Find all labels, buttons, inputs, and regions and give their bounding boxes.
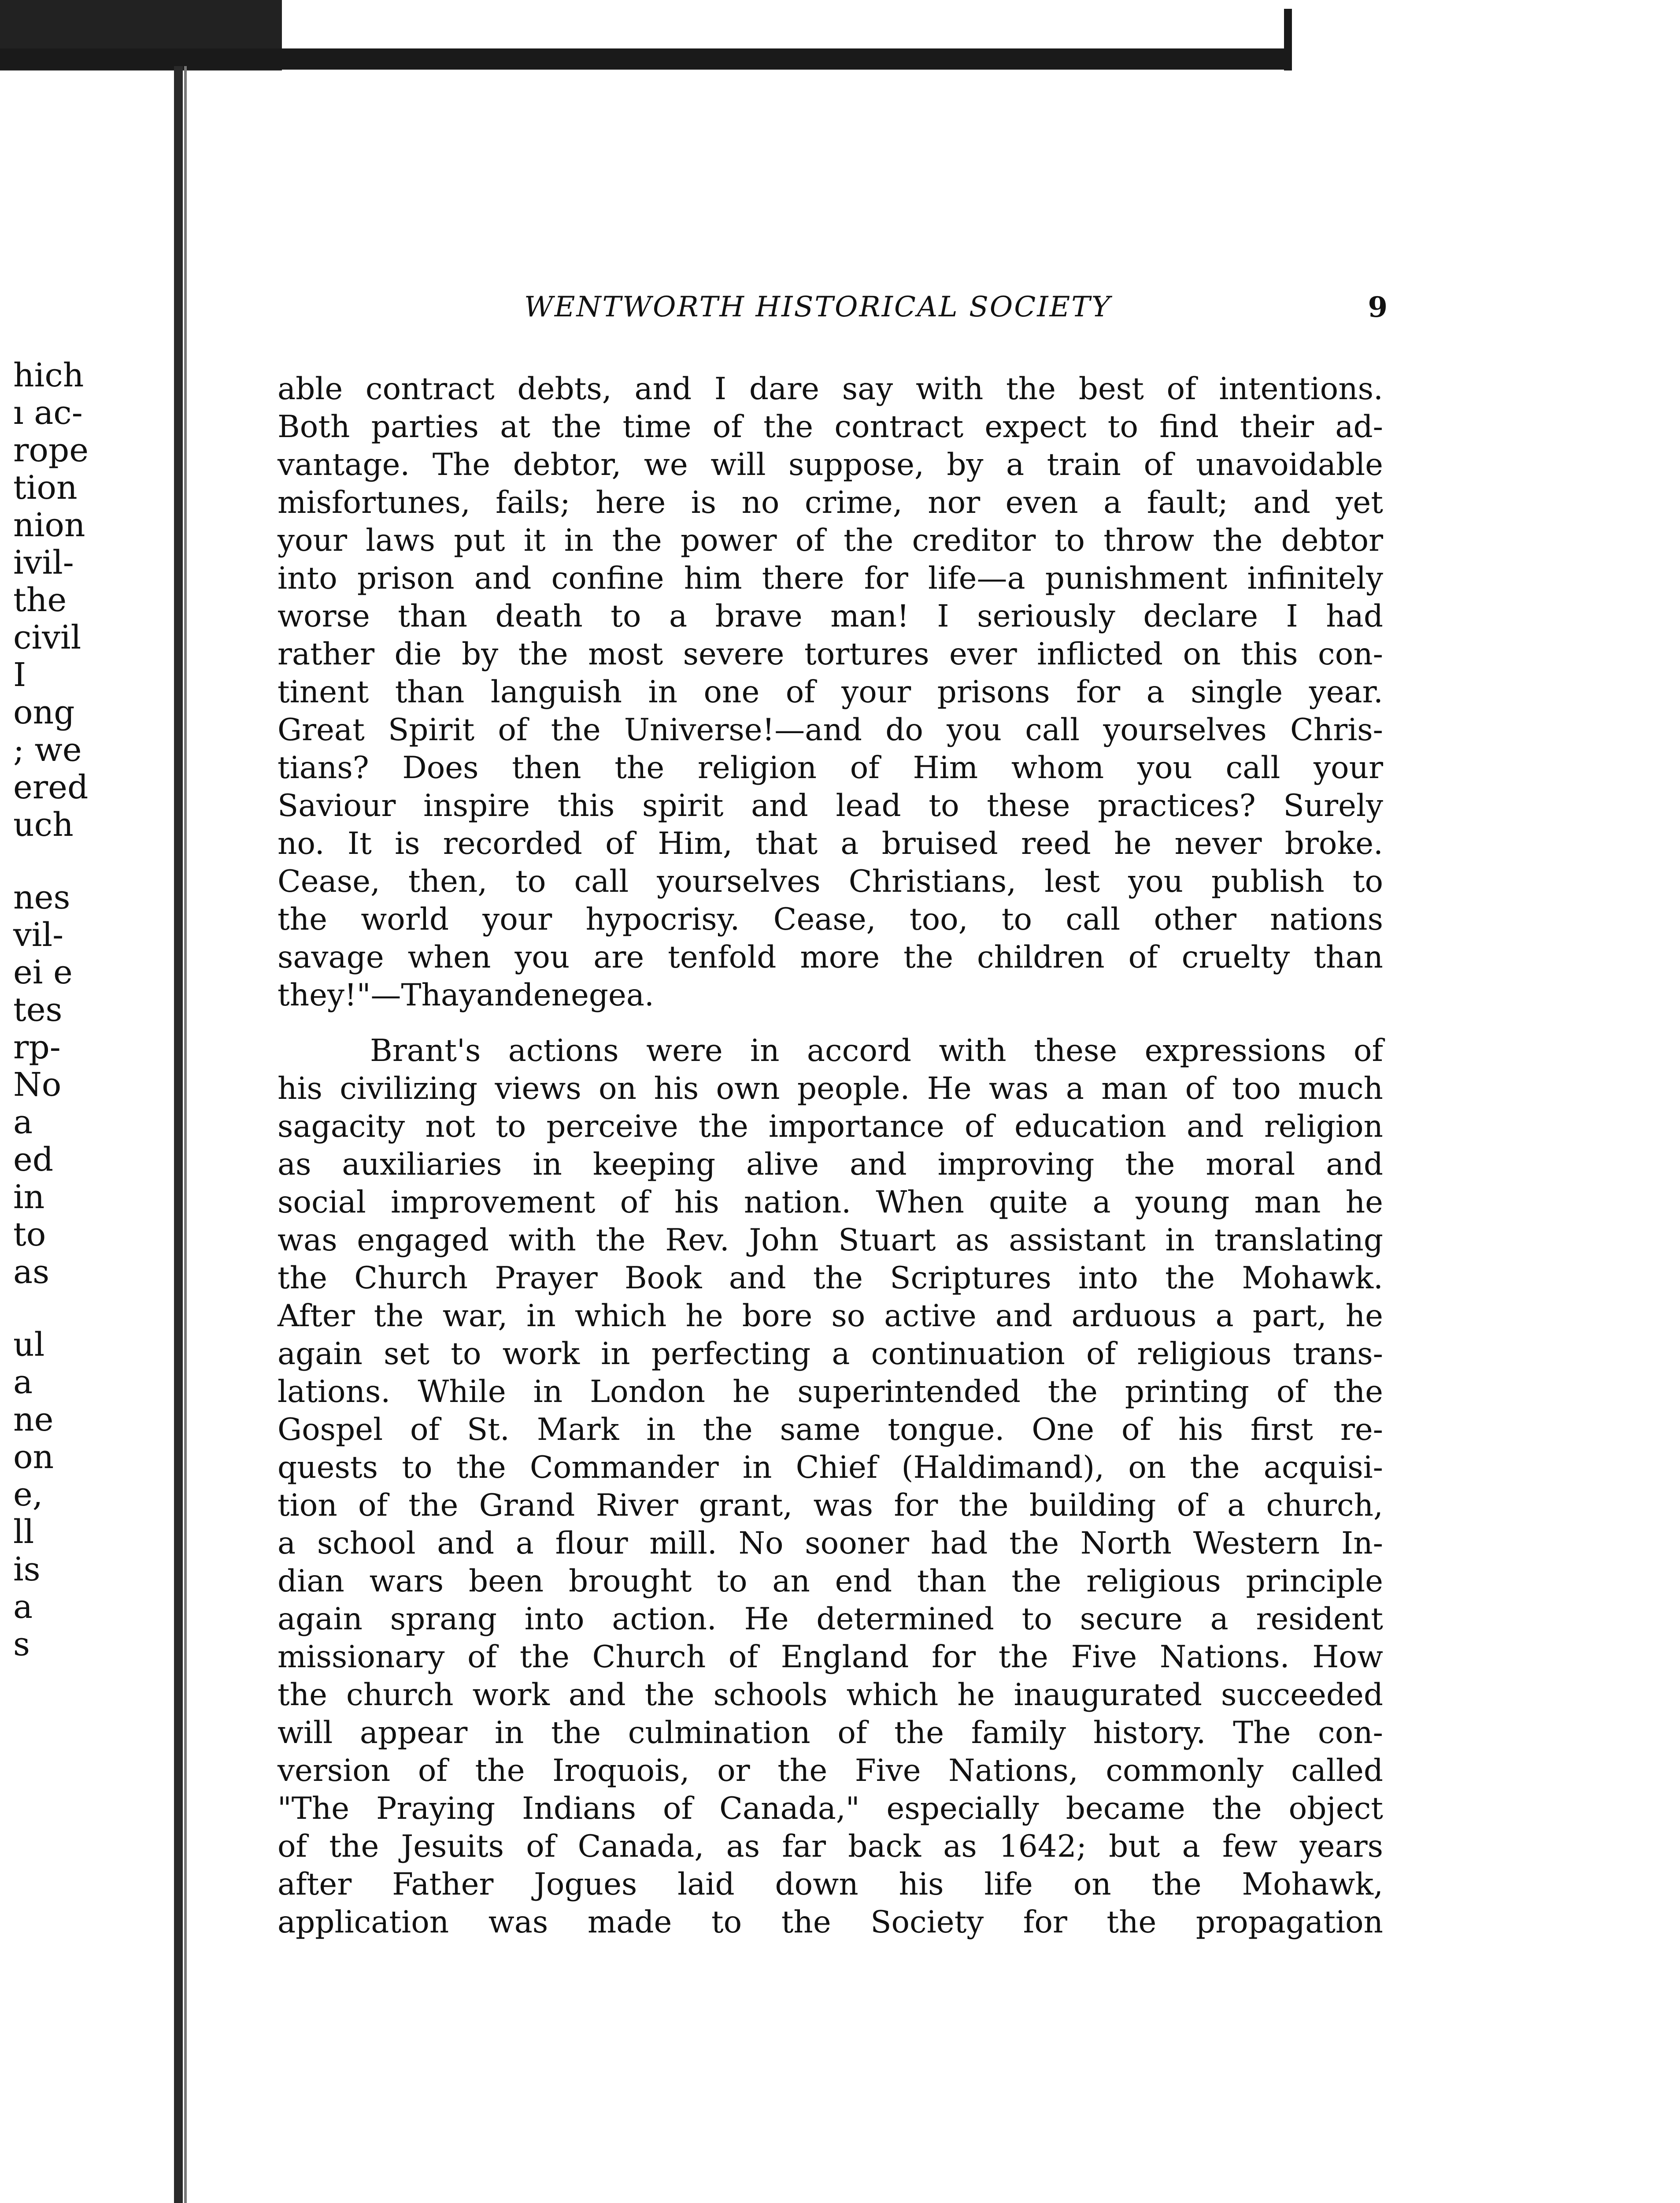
text-line: worse than death to a brave man! I seriously declare I had (278, 599, 1383, 634)
text-line: the world your hypocrisy. Cease, too, to call other nations (278, 902, 1383, 937)
text-line: social improvement of his nation. When quite a young man he (278, 1185, 1383, 1220)
text-line: no. It is recorded of Him, that a bruised reed he never broke. (278, 826, 1383, 861)
margin-fragment: ong (13, 694, 75, 731)
margin-fragment: ll (13, 1513, 34, 1551)
text-line: Saviour inspire this spirit and lead to these practices? Surely (278, 788, 1383, 823)
text-line: the church work and the schools which he inaugurated succeeded (278, 1677, 1383, 1713)
text-line: a school and a flour mill. No sooner had the North Western In- (278, 1526, 1383, 1561)
text-line: vantage. The debtor, we will suppose, by a train of unavoidable (278, 447, 1383, 482)
top-border-corner (1284, 9, 1292, 70)
margin-fragment: on (13, 1438, 54, 1476)
text-line: Brant's actions were in accord with these expressions of (370, 1033, 1383, 1068)
paragraph (278, 1032, 1383, 1941)
text-line: able contract debts, and I dare say with the best of intentions. (278, 371, 1383, 407)
margin-fragment: in (13, 1178, 45, 1216)
text-line: into prison and confine him there for life—a punishment infinitely (278, 561, 1383, 596)
text-line: rather die by the most severe tortures ever inflicted on this con- (278, 637, 1383, 672)
text-line: Great Spirit of the Universe!—and do you call yourselves Chris- (278, 712, 1383, 748)
margin-fragment: No (13, 1066, 62, 1104)
margin-fragment: the (13, 581, 67, 619)
margin-fragment: ; we (13, 731, 82, 769)
adjacent-page-fragments (13, 357, 145, 1663)
margin-fragment: I (13, 656, 26, 694)
text-line: again set to work in perfecting a continuation of religious trans- (278, 1336, 1383, 1372)
margin-fragment: a (13, 1363, 33, 1401)
text-line: will appear in the culmination of the family history. The con- (278, 1715, 1383, 1751)
margin-fragment: ı ac- (13, 394, 83, 432)
text-line: the Church Prayer Book and the Scriptures into the Mohawk. (278, 1261, 1383, 1296)
binding-gutter (174, 66, 183, 2203)
text-line: tinent than languish in one of your prisons for a single year. (278, 675, 1383, 710)
body-text (278, 370, 1383, 1941)
text-line: Both parties at the time of the contract expect to find their ad- (278, 409, 1383, 445)
margin-fragment: tes (13, 991, 63, 1029)
margin-fragment: ivil- (13, 544, 74, 582)
text-line: was engaged with the Rev. John Stuart as assistant in translating (278, 1223, 1383, 1258)
text-line: again sprang into action. He determined to secure a resident (278, 1602, 1383, 1637)
page-header (524, 291, 1388, 339)
margin-fragment: rope (13, 431, 89, 469)
text-line: missionary of the Church of England for the Five Nations. How (278, 1639, 1383, 1675)
margin-fragment: civil (13, 619, 81, 656)
margin-fragment: ul (13, 1326, 45, 1364)
paragraph (278, 370, 1383, 1014)
text-line: of the Jesuits of Canada, as far back as 1642; but a few years (278, 1829, 1383, 1864)
running-title: WENTWORTH HISTORICAL SOCIETY (524, 291, 1112, 323)
text-line: "The Praying Indians of Canada," especially became the object (278, 1791, 1383, 1826)
margin-fragment: a (13, 1103, 33, 1141)
text-line: savage when you are tenfold more the children of cruelty than (278, 940, 1383, 975)
text-line: Cease, then, to call yourselves Christians, lest you publish to (278, 864, 1383, 899)
margin-fragment: is (13, 1550, 41, 1588)
page-number: 9 (1368, 291, 1388, 324)
text-line: tion of the Grand River grant, was for the building of a church, (278, 1488, 1383, 1523)
text-line: as auxiliaries in keeping alive and improving the moral and (278, 1147, 1383, 1182)
margin-fragment: to (13, 1216, 46, 1254)
margin-fragment: tion (13, 469, 78, 507)
margin-fragment: a (13, 1588, 33, 1626)
text-line: they!"—Thayandenegea. (278, 978, 654, 1013)
text-line: misfortunes, fails; here is no crime, nor even a fault; and yet (278, 485, 1383, 520)
text-line: sagacity not to perceive the importance of education and religion (278, 1109, 1383, 1144)
top-border-line (0, 48, 1291, 70)
margin-fragment: hich (13, 356, 84, 394)
margin-fragment: s (13, 1625, 30, 1663)
text-line: quests to the Commander in Chief (Haldimand), on the acquisi- (278, 1450, 1383, 1485)
margin-fragment: ne (13, 1401, 54, 1439)
margin-fragment: ed (13, 1141, 54, 1179)
text-line: dian wars been brought to an end than the religious principle (278, 1564, 1383, 1599)
margin-fragment: nion (13, 506, 85, 544)
margin-fragment: ei e (13, 953, 73, 991)
margin-fragment: uch (13, 806, 74, 844)
margin-fragment: rp- (13, 1028, 61, 1066)
margin-fragment: vil- (13, 916, 64, 954)
text-line: your laws put it in the power of the creditor to throw the debtor (278, 523, 1383, 558)
margin-fragment: ered (13, 768, 89, 806)
text-line: tians? Does then the religion of Him whom you call your (278, 750, 1383, 786)
text-line: version of the Iroquois, or the Five Nations, commonly called (278, 1753, 1383, 1788)
binding-gutter-shadow (184, 66, 187, 2203)
margin-fragment: e, (13, 1476, 43, 1513)
text-line: After the war, in which he bore so active and arduous a part, he (278, 1298, 1383, 1334)
margin-fragment: as (13, 1253, 50, 1291)
text-line: his civilizing views on his own people. He was a man of too much (278, 1071, 1383, 1106)
text-line: Gospel of St. Mark in the same tongue. One of his first re- (278, 1412, 1383, 1447)
margin-fragment: nes (13, 879, 70, 916)
text-line: after Father Jogues laid down his life on the Mohawk, (278, 1867, 1383, 1902)
text-line: lations. While in London he superintended the printing of the (278, 1374, 1383, 1409)
text-line: application was made to the Society for the propagation (278, 1905, 1383, 1940)
